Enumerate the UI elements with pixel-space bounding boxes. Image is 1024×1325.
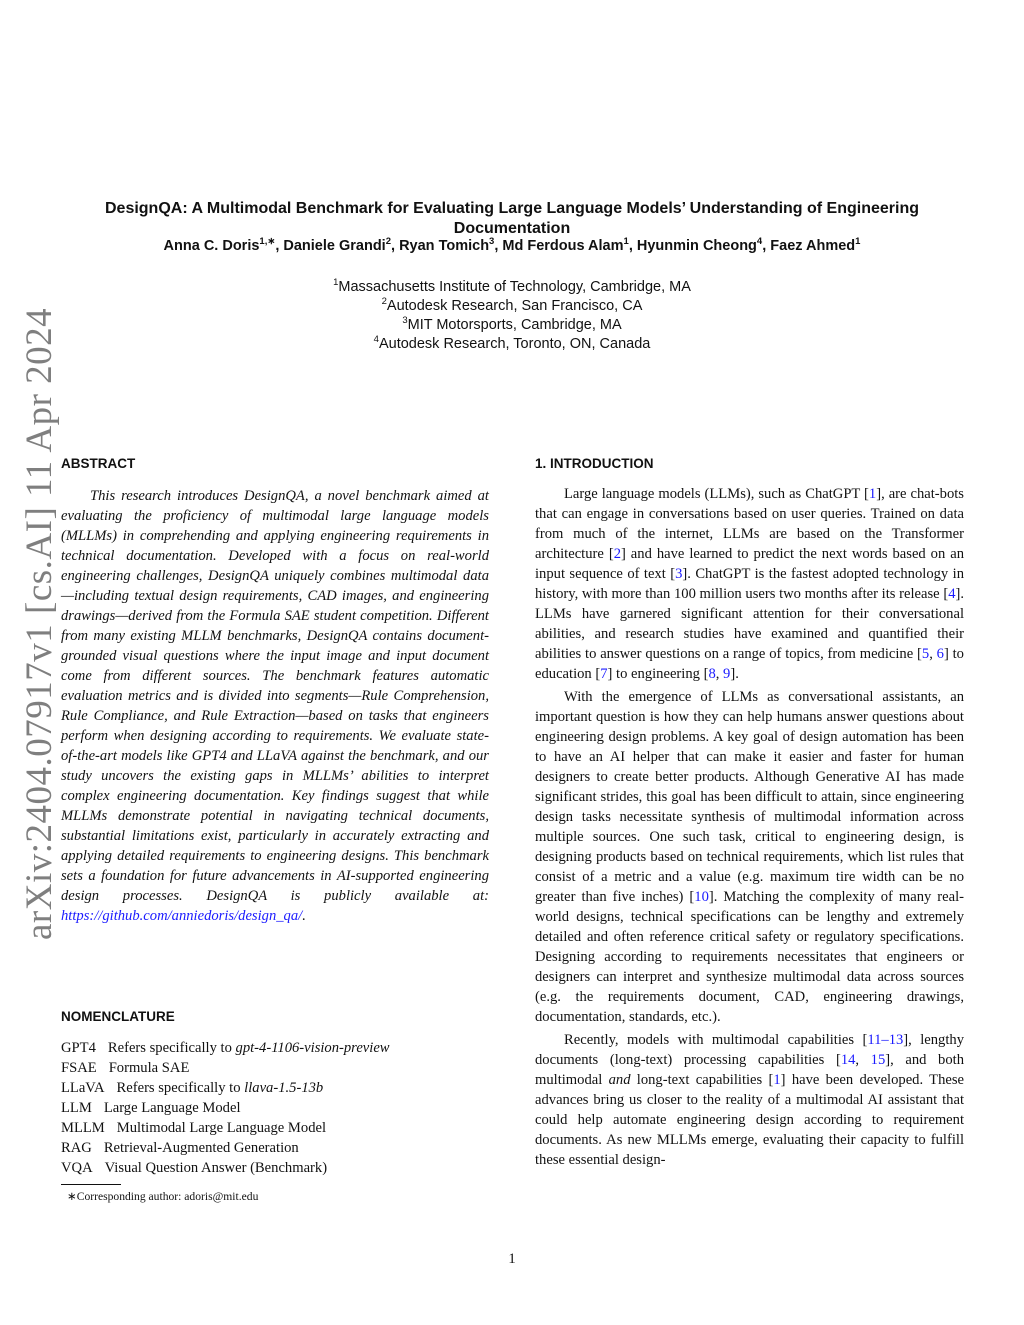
citation-link[interactable]: 1 <box>773 1072 781 1088</box>
affiliation: $^3$MIT Motorsports, Cambridge, MA <box>402 315 622 333</box>
left-column <box>61 455 489 1204</box>
footnote-rule <box>61 1184 121 1185</box>
citation-link[interactable]: 9 <box>723 666 731 682</box>
citation-link[interactable]: 15 <box>870 1052 886 1068</box>
intro-paragraph-3: Recently, models with multimodal capabilities [11–13], lengthy documents (long-text) processing capabilities [14, 15], and both multimodal and long-text capabilities [1] have been developed. These advances bring us closer to the reality of a multimodal AI assistant that could help automate engineering design according to requirement documents. As new MLLMs emerge, evaluating their capacity to fulfill these essential design- <box>535 1032 965 1168</box>
nomenclature-item: RAG Retrieval-Augmented Generation <box>61 1140 299 1156</box>
citation-link[interactable]: 14 <box>840 1052 856 1068</box>
author: Md Ferdous Alam$^1$ <box>502 236 629 254</box>
affiliation: $^4$Autodesk Research, Toronto, ON, Canada <box>373 334 651 352</box>
nomenclature-list <box>61 1038 489 1178</box>
citation-link[interactable]: 10 <box>694 889 709 905</box>
corresponding-author-footnote: ∗Corresponding author: adoris@mit.edu <box>67 1190 259 1203</box>
arxiv-stamp: arXiv:2404.07917v1 [cs.AI] 11 Apr 2024 <box>19 307 60 940</box>
citation-link[interactable]: 8 <box>708 666 716 682</box>
nomenclature-item: GPT4 Refers specifically to gpt-4-1106-vision-preview <box>61 1040 390 1056</box>
author: Anna C. Doris$^{1,∗}$ <box>163 236 276 254</box>
author: Hyunmin Cheong$^4$ <box>636 236 763 254</box>
intro-paragraph-1: Large language models (LLMs), such as ChatGPT [1], are chat-bots that can engage in conversations based on user queries. Trained on data from much of the internet, LLMs are based on the Transformer architecture [2] and have learned to predict the next words based on an input sequence of text [3]. ChatGPT is the fastest adopted technology in history, with more than 100 million users two months after its release [4]. LLMs have garnered significant attention for their conversational abilities, and research studies have examined and quantified their abilities to answer questions on a range of topics, from medicine [5, 6] to education [7] to engineering [8, 9]. <box>535 486 964 682</box>
citation-link[interactable]: 7 <box>600 666 608 682</box>
author-list: Anna C. Doris$^{1,∗}$, Daniele Grandi$^2$, Ryan Tomich$^3$, Md Ferdous Alam$^1$, Hyunmin Cheong$^4$, Faez Ahmed$^1$ <box>163 236 861 254</box>
nomenclature-item: FSAE Formula SAE <box>61 1060 190 1076</box>
introduction-heading: 1. INTRODUCTION <box>535 456 654 471</box>
citation-link[interactable]: 1 <box>868 486 877 502</box>
nomenclature-item: LLM Large Language Model <box>61 1100 241 1116</box>
paper-title: DesignQA: A Multimodal Benchmark for Evaluating Large Language Models’ Understanding of Engineering Documentation <box>104 200 919 237</box>
abstract-heading: ABSTRACT <box>61 456 136 471</box>
github-link[interactable]: https://github.com/anniedoris/design_qa/ <box>61 908 303 924</box>
author: Faez Ahmed$^1$ <box>770 236 861 254</box>
citation-link[interactable]: 2 <box>613 546 621 562</box>
abstract-body: This research introduces DesignQA, a novel benchmark aimed at evaluating the proficiency of multimodal large language models (MLLMs) in comprehending and applying engineering requirements in technical documentation. Developed with a focus on real-world engineering challenges, DesignQA uniquely combines multimodal data—including textual design requirements, CAD images, and engineering drawings—derived from the Formula SAE student competition. Different from many existing MLLM benchmarks, DesignQA contains document-grounded visual questions where the input image and input document come from different sources. The benchmark features automatic evaluation metrics and is divided into segments—Rule Comprehension, Rule Compliance, and Rule Extraction—based on tasks that engineers perform when designing according to requirements. We evaluate state-of-the-art models like GPT4 and LLaVA against the benchmark, and our study uncovers the existing gaps in MLLMs’ abilities to interpret complex engineering documentation. Key findings suggest that while MLLMs demonstrate potential in navigating technical documents, substantial limitations exist, particularly in accurately extracting and applying detailed requirements to engineering designs. This benchmark sets a foundation for future advancements in AI-supported engineering design processes. DesignQA is publicly available at: https://github.com/anniedoris/design_qa/. <box>61 488 489 924</box>
citation-link[interactable]: 6 <box>936 646 944 662</box>
nomenclature-item: LLaVA Refers specifically to llava-1.5-13b <box>61 1080 324 1096</box>
nomenclature-item: MLLM Multimodal Large Language Model <box>61 1120 327 1136</box>
citation-link[interactable]: 5 <box>921 646 930 662</box>
page-number: 1 <box>508 1251 516 1267</box>
affiliation: $^2$Autodesk Research, San Francisco, CA <box>381 296 643 314</box>
nomenclature-heading: NOMENCLATURE <box>61 1009 175 1024</box>
affiliation-list <box>70 278 954 354</box>
right-column <box>535 455 964 1170</box>
intro-paragraph-2: With the emergence of LLMs as conversational assistants, an important question is how they can help humans answer questions about engineering design problems. A key goal of design automation has been to have an AI helper that can make it easier and faster for human designers to create better products. Although Generative AI has made significant strides, this goal has been difficult to attain, since engineering design tasks necessitate synthesis of multimodal information across multiple sources. One such task, critical to engineering design, is designing products based on technical requirements, which list rules that consist of a metric and a value (e.g. maximum tire width can be no greater than five inches) [10]. Matching the complexity of many real-world designs, technical specifications can be lengthy and extremely detailed and often reference critical safety or regulatory specifications. Designing according to requirements necessitates that engineers or designers can interpret and synthesize multimodal data across sources (e.g. the requirements document, CAD, engineering drawings, documentation, standards, etc.). <box>535 689 964 1025</box>
citation-link[interactable]: 3 <box>675 566 683 582</box>
affiliation: $^1$Massachusetts Institute of Technology, Cambridge, MA <box>333 277 691 295</box>
citation-link[interactable]: 4 <box>948 586 956 602</box>
nomenclature-item: VQA Visual Question Answer (Benchmark) <box>61 1160 328 1176</box>
author: Ryan Tomich$^3$ <box>399 236 495 254</box>
introduction-body <box>535 484 964 1170</box>
author: Daniele Grandi$^2$ <box>283 236 392 254</box>
citation-link[interactable]: 11–13 <box>867 1032 904 1048</box>
